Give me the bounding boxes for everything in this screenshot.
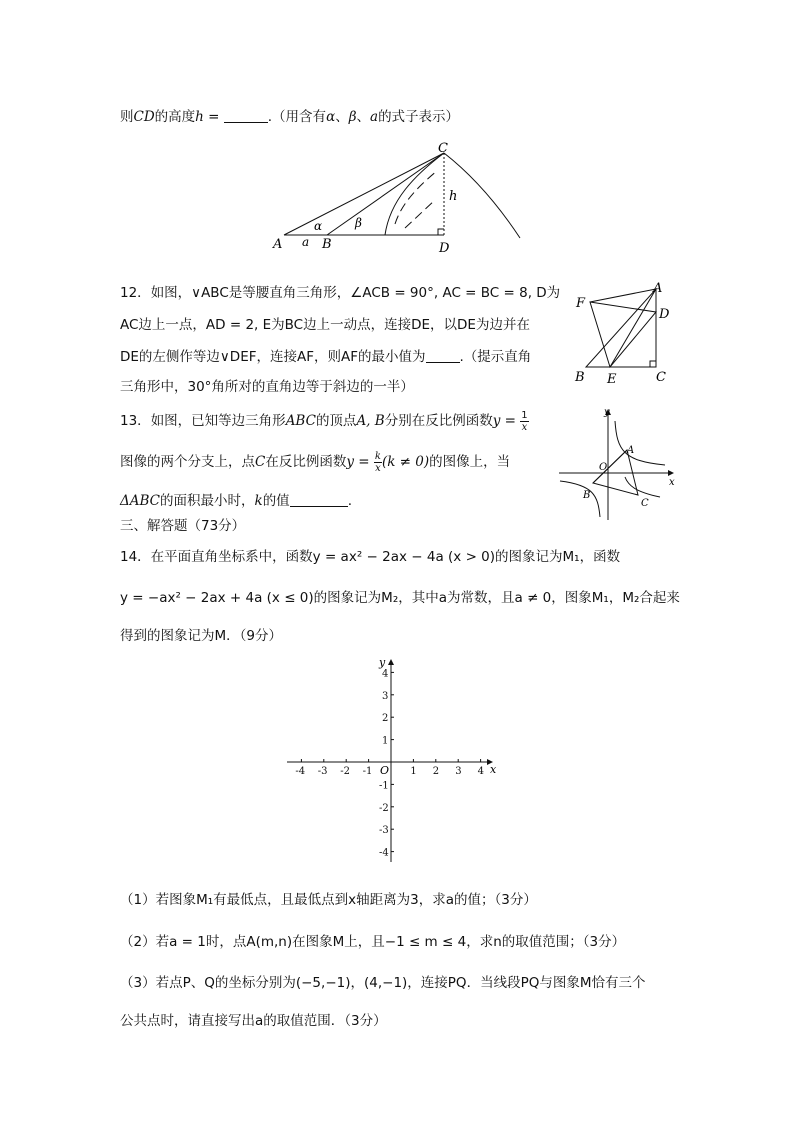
q13-label-y: y: [604, 407, 610, 418]
q13-frac-num: 1: [521, 409, 528, 421]
q14-part3-line2: 公共点时，请直接写出a的取值范围．（3分）: [120, 1013, 387, 1029]
q13-line3-tail: .: [347, 493, 352, 509]
q13-c: C: [255, 454, 266, 470]
q14-line3: 得到的图象记为M．（9分）: [120, 628, 282, 644]
q13-y-eq2: y =: [346, 454, 370, 470]
q11-eq: =: [203, 109, 224, 125]
q11-cd: CD: [133, 109, 155, 125]
q13-label-o: O: [599, 462, 608, 473]
q11-label-c: C: [438, 141, 448, 156]
q12-line3-end: .（提示直角: [459, 349, 532, 365]
q12-line1-text: 如图，∨ABC是等腰直角三角形，∠ACB = 90°, AC = BC = 8, D为: [150, 285, 561, 301]
q12-label-f: F: [576, 296, 586, 311]
q12-figure: [570, 280, 680, 388]
q13-figure: [555, 405, 680, 523]
q13-number: 13．: [120, 413, 151, 429]
q13-fraction-2: [374, 451, 382, 474]
q12-line1: [120, 281, 560, 301]
q14-x-tick-label: -2: [340, 766, 350, 777]
q13-ab: A, B: [356, 413, 385, 429]
q13-line1-pre: 如图，已知等边三角形: [150, 413, 286, 429]
q13-line2-end: 的图像上，当: [429, 454, 511, 470]
q14-y-tick-label: -4: [379, 847, 389, 859]
q13-hyperbola-q1: [615, 421, 665, 465]
q11-text: [120, 105, 459, 125]
q13-line2-pre: 图像的两个分支上，点: [120, 454, 255, 470]
q12-line2: AC边上一点，AD = 2, E为BC边上一动点，连接DE，以DE为边并在: [120, 317, 530, 333]
q14-part1: （1）若图象M₁有最低点，且最低点到x轴距离为3，求a的值；（3分）: [120, 892, 537, 908]
q11-label-alpha: α: [314, 219, 323, 233]
q14-x-tick-label: -3: [317, 766, 328, 777]
q13-abc: ABC: [285, 413, 316, 429]
q12-triangle-def: [590, 302, 656, 367]
q14-coordinate-grid: [285, 655, 505, 865]
q11-label-d: D: [439, 241, 450, 256]
q13-line2-mid: 在反比例函数: [265, 454, 347, 470]
q13-answer-blank[interactable]: [290, 492, 348, 507]
q14-y-label: y: [379, 656, 386, 669]
q12-label-d: D: [659, 307, 670, 322]
q14-x-label: x: [490, 763, 497, 776]
q11-beta: β: [348, 109, 357, 125]
q13-line1-mid2: 分别在反比例函数: [384, 413, 493, 429]
q12-line3-text: DE的左侧作等边∨DEF，连接AF，则AF的最小值为: [120, 349, 426, 365]
q14-x-tick-label: -1: [362, 766, 373, 777]
q13-line3-end: 的值: [262, 493, 290, 509]
q14-y-tick-label: 1: [382, 735, 389, 747]
q11-label-lower-a: a: [302, 235, 310, 249]
q12-label-b: B: [575, 370, 585, 385]
q13-cond: (k ≠ 0): [381, 454, 430, 470]
q13-label-a: A: [627, 445, 635, 456]
section-3-title: 三、解答题（73分）: [120, 518, 246, 534]
q13-fraction-1: [520, 410, 528, 433]
q11-sep1: 、: [335, 109, 349, 125]
q11-label-h: h: [449, 189, 458, 204]
q14-y-tick-label: -2: [379, 802, 389, 814]
q13-hyperbola-q4: [625, 477, 660, 497]
q12-line3: [120, 345, 531, 365]
q13-line1-mid: 的顶点: [315, 413, 357, 429]
q14-x-tick-label: 2: [432, 766, 440, 777]
q11-right-angle: [438, 229, 444, 235]
q13-k: k: [254, 493, 263, 509]
q14-part3-line1: （3）若点P、Q的坐标分别为(−5,−1)，(4,−1)，连接PQ．当线段PQ与图象M恰有三个: [120, 975, 646, 991]
q12-label-e: E: [607, 372, 617, 387]
q13-line1: [120, 403, 529, 439]
q13-line3-mid: 的面积最小时，: [160, 493, 255, 509]
q11-sep2: 、: [356, 109, 370, 125]
q13-label-x: x: [669, 477, 675, 488]
q14-line2: y = −ax² − 2ax + 4a (x ≤ 0)的图象记为M₂，其中a为常数，且a ≠ 0，图象M₁，M₂合起来: [120, 590, 680, 606]
q14-x-tick-label: 4: [477, 766, 484, 777]
q11-figure: [270, 140, 530, 260]
q12-label-a: A: [653, 281, 663, 296]
q14-y-tick-label: 4: [382, 668, 389, 680]
q13-label-c: C: [641, 498, 649, 509]
q14-part2: （2）若a = 1时，点A(m,n)在图象M上，且−1 ≤ m ≤ 4，求n的取值范围；（3分）: [120, 934, 626, 950]
q13-y-eq: y =: [492, 413, 516, 429]
q11-text-post: .（用含有: [267, 109, 327, 125]
q13-frac2-den: x: [375, 462, 381, 474]
q12-label-c: C: [656, 370, 666, 385]
q12-line4: 三角形中，30°角所对的直角边等于斜边的一半）: [120, 379, 414, 395]
q11-text-end: 的式子表示）: [378, 109, 460, 125]
q11-alpha: α: [326, 109, 336, 125]
q12-line-ae: [610, 289, 656, 367]
q14-origin-label: O: [380, 764, 390, 777]
q13-line3: [120, 489, 352, 509]
q13-delta-abc: ΔABC: [120, 493, 160, 509]
q13-frac-den: x: [521, 421, 528, 433]
q11-dash-2: [395, 170, 438, 224]
q13-label-b: B: [583, 490, 591, 501]
q11-text-pre: 则: [120, 109, 134, 125]
q11-h: h: [195, 109, 204, 125]
q13-line2: [120, 444, 510, 480]
q14-line1: 14．在平面直角坐标系中，函数y = ax² − 2ax − 4a (x > 0)的图象记为M₁，函数: [120, 549, 621, 565]
q11-dash-1: [405, 200, 435, 228]
q14-x-tick-label: -4: [295, 766, 306, 777]
q14-y-tick-label: 2: [382, 713, 389, 725]
q11-line-ac: [284, 153, 444, 235]
q11-label-b: B: [322, 237, 332, 252]
q11-label-a: A: [273, 237, 283, 252]
q11-line-bc: [327, 153, 444, 235]
q14-x-tick-label: 3: [455, 766, 462, 777]
q13-hyperbola-q3: [560, 481, 600, 517]
q11-label-beta: β: [355, 216, 362, 230]
q11-text-mid: 的高度: [154, 109, 196, 125]
q13-frac2-num: k: [374, 450, 381, 462]
q12-right-angle: [650, 361, 656, 367]
q11-a: a: [370, 109, 379, 125]
q11-answer-blank[interactable]: [224, 108, 268, 123]
q12-answer-blank[interactable]: [426, 348, 460, 363]
q14-y-tick-label: -3: [379, 825, 389, 837]
q12-number: 12．: [120, 285, 151, 301]
q14-y-tick-label: -1: [379, 780, 389, 792]
q11-hill-left: [385, 153, 444, 235]
q14-x-tick-label: 1: [410, 766, 417, 777]
q14-y-tick-label: 3: [382, 690, 389, 702]
